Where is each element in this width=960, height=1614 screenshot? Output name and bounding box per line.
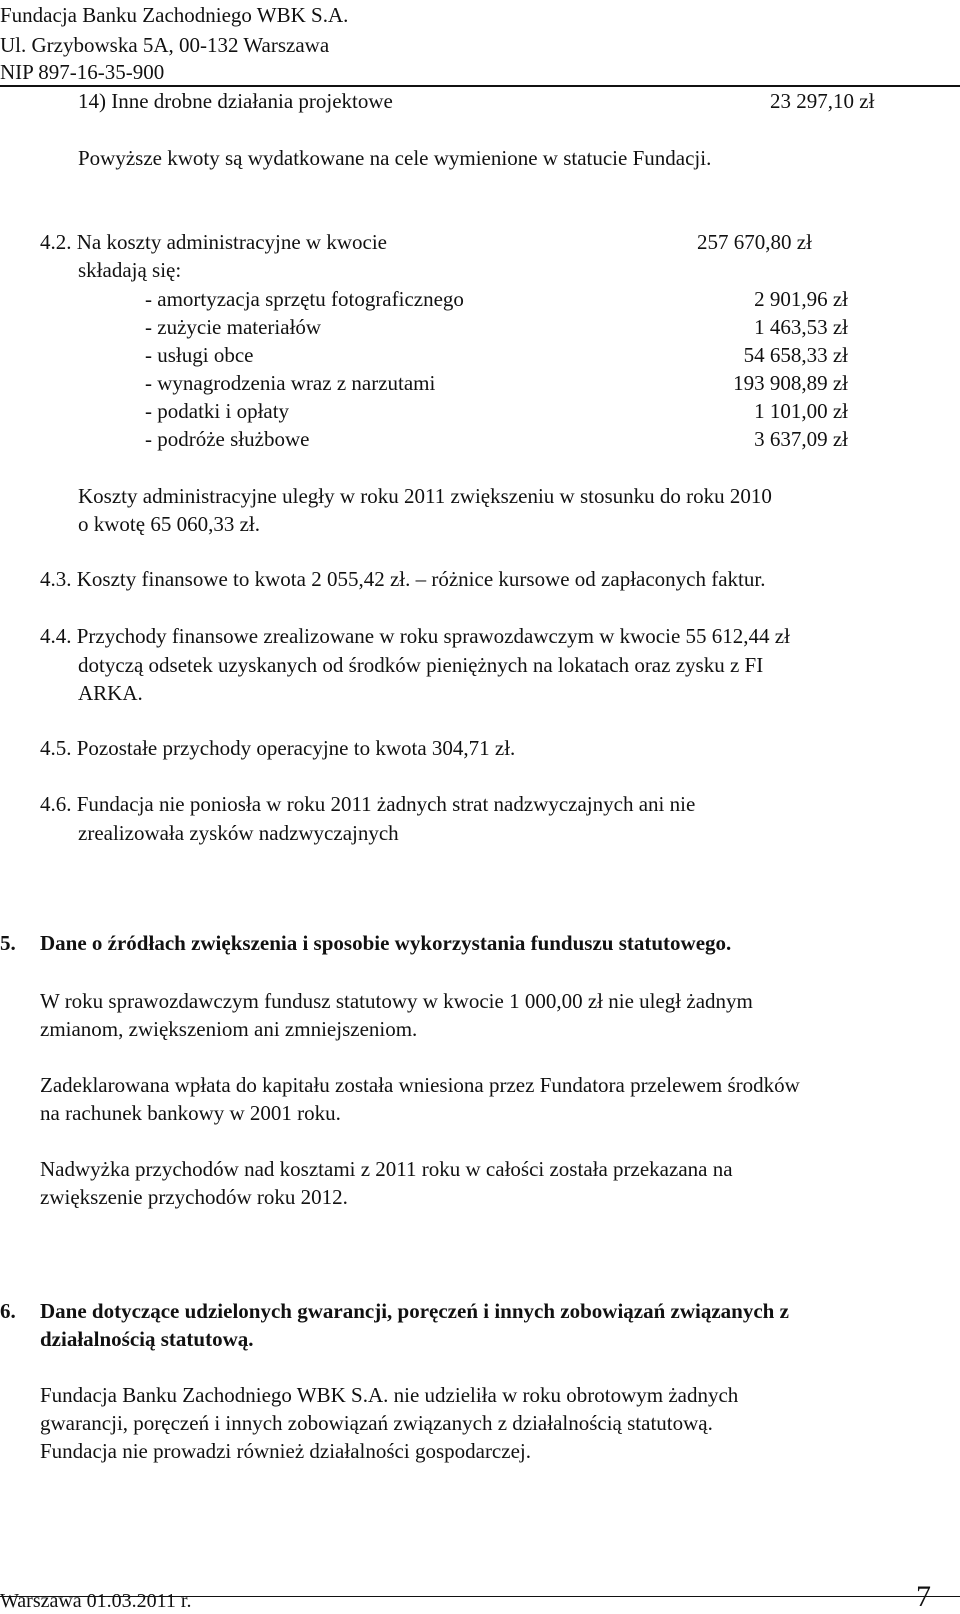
admin-total: 257 670,80 zł — [697, 230, 812, 254]
admin-row-amount: 2 901,96 zł — [754, 287, 848, 311]
section-4-4-line1: 4.4. Przychody finansowe zrealizowane w roku sprawozdawczym w kwocie 55 612,44 zł — [40, 624, 790, 648]
admin-row-amount: 193 908,89 zł — [733, 371, 848, 395]
admin-intro: 4.2. Na koszty administracyjne w kwocie — [40, 230, 387, 254]
admin-increase-line2: o kwotę 65 060,33 zł. — [78, 512, 260, 536]
section-4-4-line3: ARKA. — [78, 681, 143, 705]
section-5-p3-line1: Nadwyżka przychodów nad kosztami z 2011 roku w całości została przekazana na — [40, 1157, 733, 1181]
admin-row-amount: 54 658,33 zł — [743, 343, 848, 367]
section-5-p3-line2: zwiększenie przychodów roku 2012. — [40, 1185, 348, 1209]
admin-row-amount: 1 101,00 zł — [754, 399, 848, 423]
section-6-p1-line3: Fundacja nie prowadzi również działalności gospodarczej. — [40, 1439, 531, 1463]
section-4-6-line1: 4.6. Fundacja nie poniosła w roku 2011 żadnych strat nadzwyczajnych ani nie — [40, 792, 696, 816]
admin-row-label: - zużycie materiałów — [145, 315, 322, 339]
admin-row-label: - podróże służbowe — [145, 427, 310, 451]
section-5-number: 5. — [0, 931, 16, 955]
header-nip: NIP 897-16-35-900 — [0, 60, 165, 84]
header-org-name: Fundacja Banku Zachodniego WBK S.A. — [0, 3, 349, 27]
section-6-p1-line1: Fundacja Banku Zachodniego WBK S.A. nie udzieliła w roku obrotowym żadnych — [40, 1383, 739, 1407]
section-4-4-line2: dotyczą odsetek uzyskanych od środków pieniężnych na lokatach oraz zysku z FI — [78, 653, 764, 677]
page-number: 7 — [916, 1580, 931, 1613]
section-5-p1-line1: W roku sprawozdawczym fundusz statutowy w kwocie 1 000,00 zł nie uległ żadnym — [40, 989, 753, 1013]
section-6-heading-line2: działalnością statutową. — [40, 1327, 254, 1351]
admin-consist: składają się: — [78, 258, 182, 282]
header-rule — [0, 85, 960, 87]
section-6-heading-line1: Dane dotyczące udzielonych gwarancji, poręczeń i innych zobowiązań związanych z — [40, 1299, 789, 1323]
section-5-p1-line2: zmianom, zwiększeniom ani zmniejszeniom. — [40, 1017, 418, 1041]
section-4-5: 4.5. Pozostałe przychody operacyjne to kwota 304,71 zł. — [40, 736, 516, 760]
section-4-3: 4.3. Koszty finansowe to kwota 2 055,42 zł. – różnice kursowe od zapłaconych faktur. — [40, 567, 766, 591]
item14-amount: 23 297,10 zł — [770, 89, 875, 113]
section-5-p2-line1: Zadeklarowana wpłata do kapitału została wniesiona przez Fundatora przelewem środków — [40, 1073, 800, 1097]
footer-place-date: Warszawa 01.03.2011 r. — [0, 1590, 192, 1612]
header-address: Ul. Grzybowska 5A, 00-132 Warszawa — [0, 33, 330, 57]
section-4-6-line2: zrealizowała zysków nadzwyczajnych — [78, 821, 399, 845]
admin-row-label: - usługi obce — [145, 343, 254, 367]
admin-row-amount: 3 637,09 zł — [754, 427, 848, 451]
section-5-p2-line2: na rachunek bankowy w 2001 roku. — [40, 1101, 341, 1125]
section-5-heading: Dane o źródłach zwiększenia i sposobie wykorzystania funduszu statutowego. — [40, 931, 732, 955]
admin-increase-line1: Koszty administracyjne uległy w roku 2011 zwiększeniu w stosunku do roku 2010 — [78, 484, 772, 508]
section-6-number: 6. — [0, 1299, 16, 1323]
admin-row-label: - amortyzacja sprzętu fotograficznego — [145, 287, 464, 311]
item14-label: 14) Inne drobne działania projektowe — [78, 89, 393, 113]
admin-row-amount: 1 463,53 zł — [754, 315, 848, 339]
admin-row-label: - wynagrodzenia wraz z narzutami — [145, 371, 436, 395]
admin-row-label: - podatki i opłaty — [145, 399, 290, 423]
section-6-p1-line2: gwarancji, poręczeń i innych zobowiązań związanych z działalnością statutową. — [40, 1411, 713, 1435]
funds-note: Powyższe kwoty są wydatkowane na cele wymienione w statucie Fundacji. — [78, 146, 712, 170]
